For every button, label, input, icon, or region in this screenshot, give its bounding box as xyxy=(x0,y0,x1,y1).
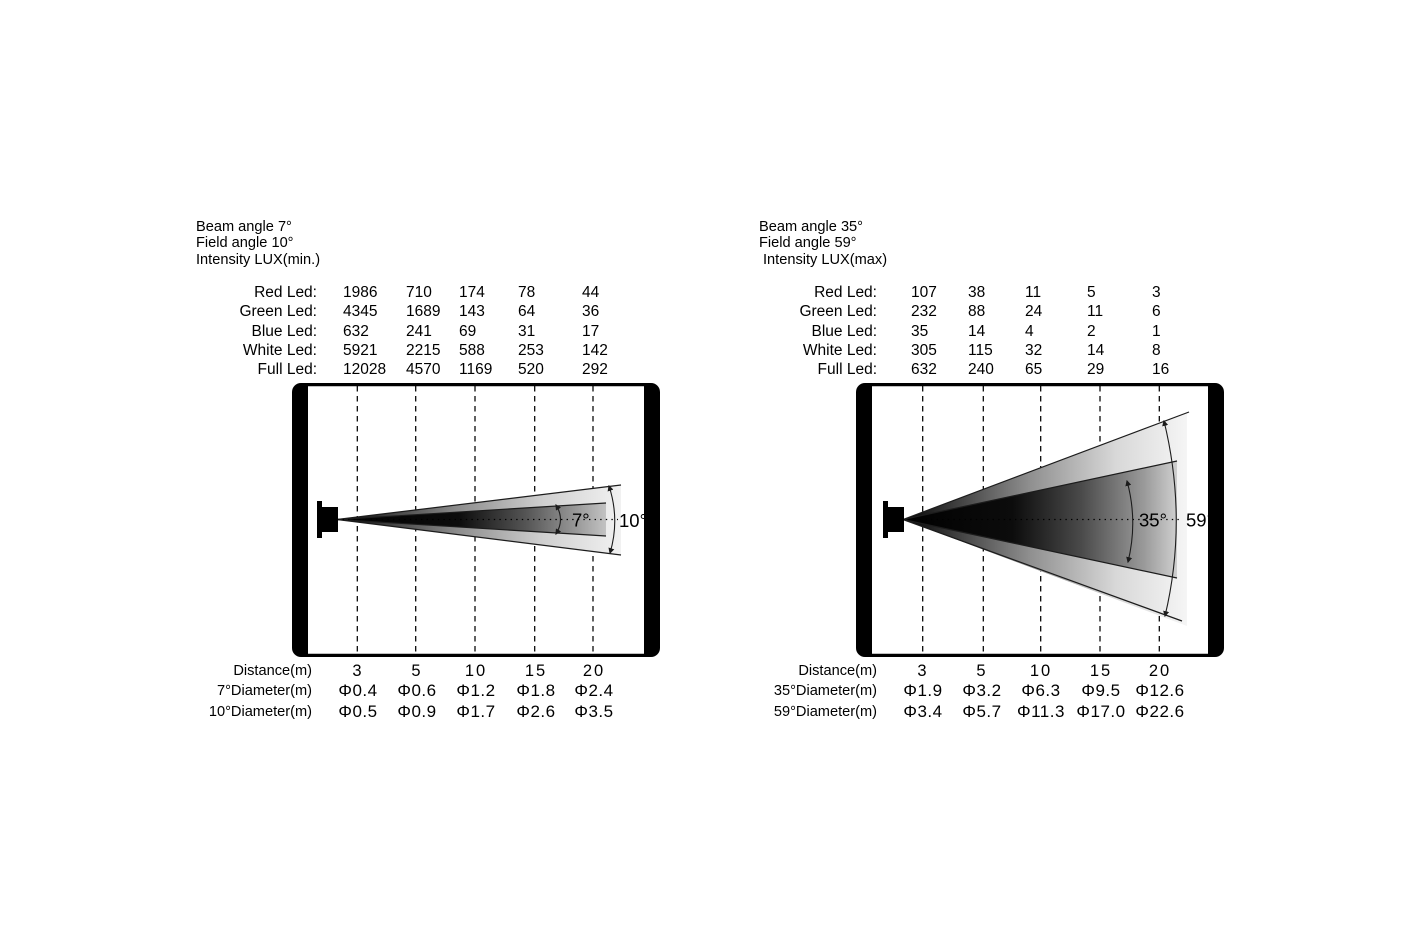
intensity-value: 5 xyxy=(1087,284,1096,301)
row-label: Distance(m) xyxy=(798,663,877,679)
intensity-value: 232 xyxy=(911,303,937,321)
row-label: Full Led: xyxy=(817,361,877,379)
intensity-value: 4345 xyxy=(343,303,378,321)
intensity-value: 2215 xyxy=(406,341,441,359)
table-row xyxy=(759,360,1229,379)
diameter-value: Φ1.2 xyxy=(456,681,496,701)
row-label: Red Led: xyxy=(254,284,317,301)
right-beam-header xyxy=(759,219,887,268)
left-beam-header xyxy=(196,219,320,268)
row-label: Blue Led: xyxy=(251,322,317,340)
row-label: Green Led: xyxy=(799,303,877,321)
distance-value: 3 xyxy=(352,662,364,680)
table-row xyxy=(195,360,665,379)
diameter-value: Φ11.3 xyxy=(1017,701,1065,721)
intensity-value: 88 xyxy=(968,303,986,321)
intensity-value: 14 xyxy=(1087,341,1105,359)
diameter-value: Φ3.4 xyxy=(903,701,943,721)
intensity-value: 38 xyxy=(968,284,986,301)
diameter-value: Φ2.4 xyxy=(574,681,614,701)
intensity-line: Intensity LUX(max) xyxy=(763,251,888,268)
right-intensity-table xyxy=(759,283,1229,379)
intensity-value: 632 xyxy=(911,361,937,379)
intensity-value: 107 xyxy=(911,284,937,301)
intensity-value: 11 xyxy=(1025,284,1042,301)
field-angle-label: 10° xyxy=(619,510,647,531)
intensity-value: 64 xyxy=(518,303,536,321)
intensity-value: 305 xyxy=(911,341,937,359)
intensity-value: 710 xyxy=(406,284,432,301)
intensity-value: 69 xyxy=(459,322,477,340)
diameter-row xyxy=(759,702,1229,722)
diameter-row xyxy=(195,702,665,722)
diameter-value: Φ0.4 xyxy=(338,681,378,701)
intensity-value: 174 xyxy=(459,284,485,301)
row-label: 35°Diameter(m) xyxy=(773,683,877,700)
beam-angle-line: Beam angle 35° xyxy=(759,219,864,235)
intensity-line: Intensity LUX(min.) xyxy=(196,251,321,268)
intensity-value: 4570 xyxy=(406,361,441,379)
intensity-value: 29 xyxy=(1087,361,1105,379)
intensity-value: 292 xyxy=(582,361,608,379)
distance-value: 20 xyxy=(582,662,606,680)
distance-value: 20 xyxy=(1148,662,1172,680)
light-fixture-icon xyxy=(317,501,338,538)
diameter-value: Φ1.7 xyxy=(456,701,496,721)
intensity-value: 241 xyxy=(406,322,432,340)
intensity-value: 1986 xyxy=(343,284,378,301)
diameter-value: Φ1.8 xyxy=(516,681,556,701)
field-angle-line: Field angle 59° xyxy=(759,235,857,252)
distance-value: 3 xyxy=(917,662,929,680)
row-label: Green Led: xyxy=(239,303,317,321)
intensity-value: 16 xyxy=(1152,361,1170,379)
right-distance-table xyxy=(759,661,1229,722)
intensity-value: 240 xyxy=(968,361,994,379)
intensity-value: 1689 xyxy=(406,303,441,321)
diameter-value: Φ2.6 xyxy=(516,701,556,721)
intensity-value: 588 xyxy=(459,341,485,359)
diameter-value: Φ3.2 xyxy=(962,681,1002,701)
light-fixture-icon xyxy=(883,501,904,538)
intensity-value: 14 xyxy=(968,322,986,340)
left-distance-table xyxy=(195,661,665,722)
beam-angle-label: 7° xyxy=(572,509,590,531)
row-label: White Led: xyxy=(802,341,877,359)
field-angle-line: Field angle 10° xyxy=(196,235,294,252)
intensity-value: 4 xyxy=(1025,322,1034,340)
table-row xyxy=(759,302,1229,321)
left-beam-diagram xyxy=(292,383,662,657)
intensity-value: 11 xyxy=(1087,303,1104,321)
row-label: Blue Led: xyxy=(811,322,877,340)
row-label: 10°Diameter(m) xyxy=(208,703,312,720)
intensity-value: 44 xyxy=(582,284,600,301)
distance-value: 15 xyxy=(524,662,548,680)
intensity-value: 2 xyxy=(1087,322,1096,340)
row-label: 7°Diameter(m) xyxy=(216,683,312,700)
distance-row xyxy=(195,661,665,681)
diameter-value: Φ6.3 xyxy=(1021,681,1061,701)
table-row xyxy=(195,341,665,360)
left-intensity-table xyxy=(195,283,665,379)
intensity-value: 78 xyxy=(518,284,536,301)
intensity-value: 12028 xyxy=(343,361,387,379)
intensity-value: 253 xyxy=(518,341,544,359)
diameter-value: Φ1.9 xyxy=(903,681,943,701)
diameter-value: Φ5.7 xyxy=(962,701,1002,721)
distance-row xyxy=(759,661,1229,681)
diameter-value: Φ22.6 xyxy=(1135,701,1185,721)
row-label: Full Led: xyxy=(257,361,317,379)
distance-value: 5 xyxy=(976,662,988,680)
diameter-value: Φ12.6 xyxy=(1135,681,1185,701)
field-angle-label: 59° xyxy=(1186,509,1214,531)
table-row xyxy=(195,283,665,302)
row-label: 59°Diameter(m) xyxy=(773,703,877,720)
diameter-value: Φ3.5 xyxy=(574,701,614,721)
diameter-value: Φ0.9 xyxy=(397,701,437,721)
intensity-value: 31 xyxy=(518,322,536,340)
table-row xyxy=(195,322,665,341)
intensity-value: 520 xyxy=(518,361,544,379)
intensity-value: 6 xyxy=(1152,303,1161,321)
diameter-value: Φ17.0 xyxy=(1076,701,1126,721)
intensity-value: 143 xyxy=(459,303,485,321)
diameter-row xyxy=(759,681,1229,701)
intensity-value: 142 xyxy=(582,341,608,359)
distance-value: 10 xyxy=(464,662,488,680)
table-row xyxy=(195,302,665,321)
beam-angle-label: 35° xyxy=(1139,509,1167,531)
distance-value: 5 xyxy=(411,662,423,680)
diameter-row xyxy=(195,681,665,701)
table-row xyxy=(759,322,1229,341)
right-beam-diagram xyxy=(856,383,1226,657)
row-label: White Led: xyxy=(242,341,317,359)
diameter-value: Φ9.5 xyxy=(1081,681,1121,701)
diameter-value: Φ0.6 xyxy=(397,681,437,701)
intensity-value: 8 xyxy=(1152,341,1161,359)
distance-value: 10 xyxy=(1029,662,1053,680)
intensity-value: 17 xyxy=(582,322,600,340)
table-row xyxy=(759,341,1229,360)
row-label: Red Led: xyxy=(814,284,877,301)
intensity-value: 3 xyxy=(1152,284,1161,301)
table-row xyxy=(759,283,1229,302)
beam-angle-line: Beam angle 7° xyxy=(196,219,292,235)
intensity-value: 65 xyxy=(1025,361,1043,379)
intensity-value: 5921 xyxy=(343,341,378,359)
intensity-value: 115 xyxy=(968,341,993,359)
intensity-value: 1169 xyxy=(459,361,493,379)
distance-value: 15 xyxy=(1089,662,1113,680)
row-label: Distance(m) xyxy=(233,663,312,679)
diameter-value: Φ0.5 xyxy=(338,701,378,721)
intensity-value: 32 xyxy=(1025,341,1043,359)
intensity-value: 36 xyxy=(582,303,600,321)
intensity-value: 24 xyxy=(1025,303,1043,321)
intensity-value: 632 xyxy=(343,322,369,340)
intensity-value: 35 xyxy=(911,322,929,340)
intensity-value: 1 xyxy=(1152,322,1161,340)
